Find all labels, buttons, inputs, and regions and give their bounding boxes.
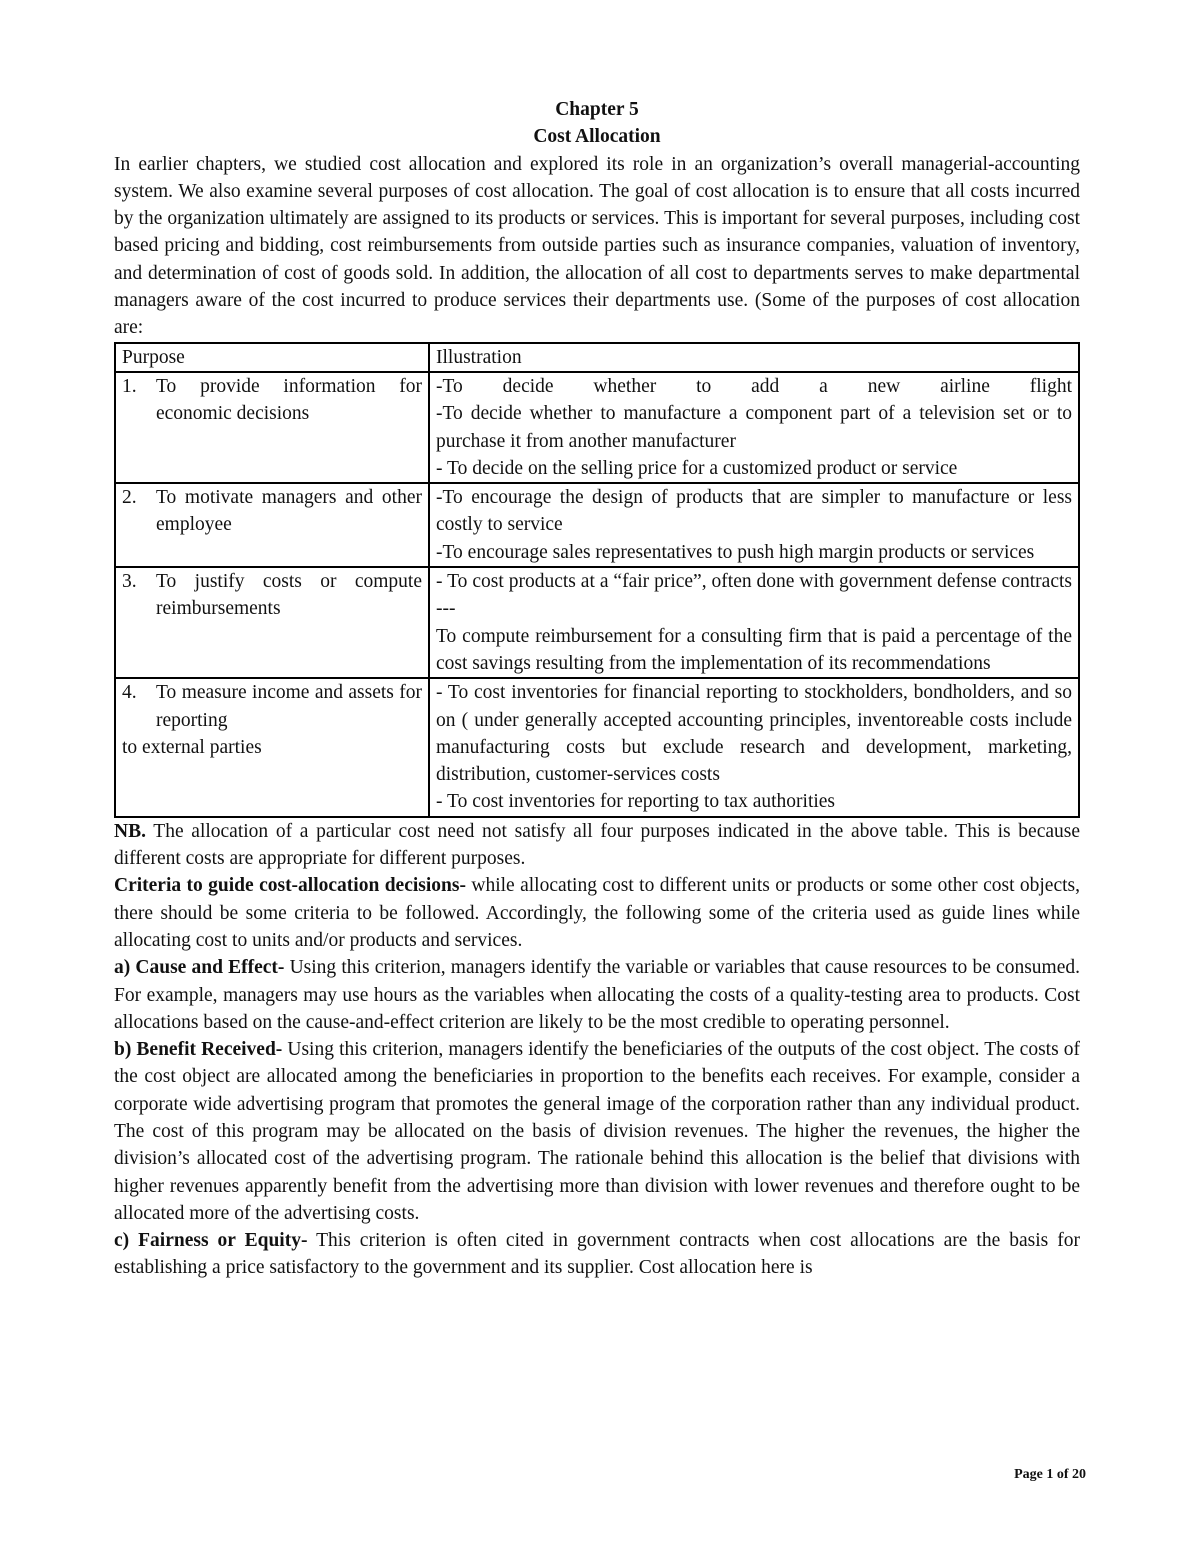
purpose-cell [115, 567, 429, 678]
illustration-cell [429, 372, 1079, 483]
row-number: 4. [122, 682, 137, 704]
criterion-text: This criterion is often cited in government contracts when cost allocations are the basis for establishing a price satisfactory to the government and its supplier. Cost allocation here is [114, 1230, 1080, 1279]
table-row [115, 678, 1079, 816]
purposes-table [114, 342, 1080, 818]
intro-paragraph: In earlier chapters, we studied cost allocation and explored its role in an organization’s overall managerial-accounting system. We also examine several purposes of cost allocation. The goal of cost allocation is to ensure that all costs incurred by the organization ultimately are assigned to its products or services. This is important for several purposes, including cost based pricing and bidding, cost reimbursements from outside parties such as insurance companies, valuation of inventory, and determination of cost of goods sold. In addition, the allocation of all cost to departments serves to make departmental managers aware of the cost incurred to produce services their departments use. (Some of the purposes of cost allocation are: [114, 153, 1080, 339]
criteria-heading: Criteria to guide cost-allocation decisions- [114, 875, 466, 897]
criterion-label: c) Fairness or Equity- [114, 1230, 308, 1252]
table-row [115, 483, 1079, 567]
nb-paragraph [114, 818, 1080, 873]
table-row [115, 567, 1079, 678]
illustration-cell [429, 483, 1079, 567]
purpose-text-continued: to external parties [122, 736, 262, 758]
document-page [114, 96, 1080, 1282]
purpose-text: To measure income and assets for reporting [156, 682, 422, 731]
illustration-line: -To decide whether to manufacture a component part of a television set or to purchase it from another manufacturer [436, 403, 1072, 452]
criterion-text: Using this criterion, managers identify the beneficiaries of the outputs of the cost object. The costs of the cost object are allocated among the beneficiaries in proportion to the benefits each receives. For example, consider a corporate wide advertising program that promotes the general image of the corporation rather than any individual product. The cost of this program may be allocated on the basis of division revenues. The higher the revenues, the higher the division’s allocated cost of the advertising program. The rationale behind this allocation is the belief that divisions with higher revenues apparently benefit from the advertising more than division with lower revenues and therefore ought to be allocated more of the advertising costs. [114, 1039, 1080, 1224]
illustration-line: -To decide whether to add a new airline flight [436, 375, 1072, 397]
purpose-cell [115, 483, 429, 567]
purpose-text: To justify costs or compute reimbursements [156, 571, 422, 620]
row-number: 3. [122, 571, 137, 593]
row-number: 2. [122, 487, 137, 509]
illustration-cell [429, 567, 1079, 678]
illustration-cell [429, 678, 1079, 816]
purpose-text: To provide information for economic decisions [156, 375, 422, 425]
page-number: Page 1 of 20 [1014, 1467, 1086, 1482]
illustration-line: - To cost inventories for financial reporting to stockholders, bondholders, and so on ( under generally accepted accounting principles, inventoreable costs include manufacturing costs but exclude research and development, marketing, distribution, customer-services costs [436, 682, 1072, 786]
criterion-cause-effect [114, 954, 1080, 1036]
criteria-paragraph [114, 872, 1080, 954]
criteria-text: while allocating cost to different units or products or some other cost objects, there should be some criteria to be followed. Accordingly, the following some of the criteria used as guide lines while allocating cost to units and/or products and services. [114, 875, 1080, 951]
illustration-line: - To cost products at a “fair price”, often done with government defense contracts --- [436, 571, 1072, 620]
chapter-title: Cost Allocation [533, 126, 661, 148]
table-row [115, 372, 1079, 483]
chapter-number: Chapter 5 [555, 99, 639, 120]
nb-label: NB. [114, 820, 146, 842]
criterion-fairness-equity [114, 1227, 1080, 1282]
illustration-line: - To cost inventories for reporting to tax authorities [436, 791, 836, 813]
illustration-line: To compute reimbursement for a consulting firm that is paid a percentage of the cost savings resulting from the implementation of its recommendations [436, 625, 1072, 674]
header-purpose: Purpose [115, 343, 429, 372]
purpose-cell [115, 678, 429, 816]
illustration-line: -To encourage the design of products that are simpler to manufacture or less costly to service [436, 487, 1072, 536]
criterion-text: Using this criterion, managers identify the variable or variables that cause resources to be consumed. For example, managers may use hours as the variables when allocating the costs of a quality-testing area to products. Cost allocations based on the cause-and-effect criterion are likely to be the most credible to operating personnel. [114, 957, 1080, 1033]
criterion-benefit-received [114, 1036, 1080, 1227]
illustration-line: -To encourage sales representatives to push high margin products or services [436, 541, 1035, 563]
criterion-label: a) Cause and Effect- [114, 957, 285, 979]
nb-text: The allocation of a particular cost need not satisfy all four purposes indicated in the above table. This is because different costs are appropriate for different purposes. [114, 820, 1080, 870]
illustration-line: - To decide on the selling price for a customized product or service [436, 457, 958, 479]
criterion-label: b) Benefit Received- [114, 1039, 283, 1061]
table-header-row [115, 343, 1079, 372]
purpose-text: To motivate managers and other employee [156, 487, 422, 536]
row-number: 1. [122, 375, 137, 397]
purpose-cell [115, 372, 429, 483]
header-illustration: Illustration [429, 343, 1079, 372]
